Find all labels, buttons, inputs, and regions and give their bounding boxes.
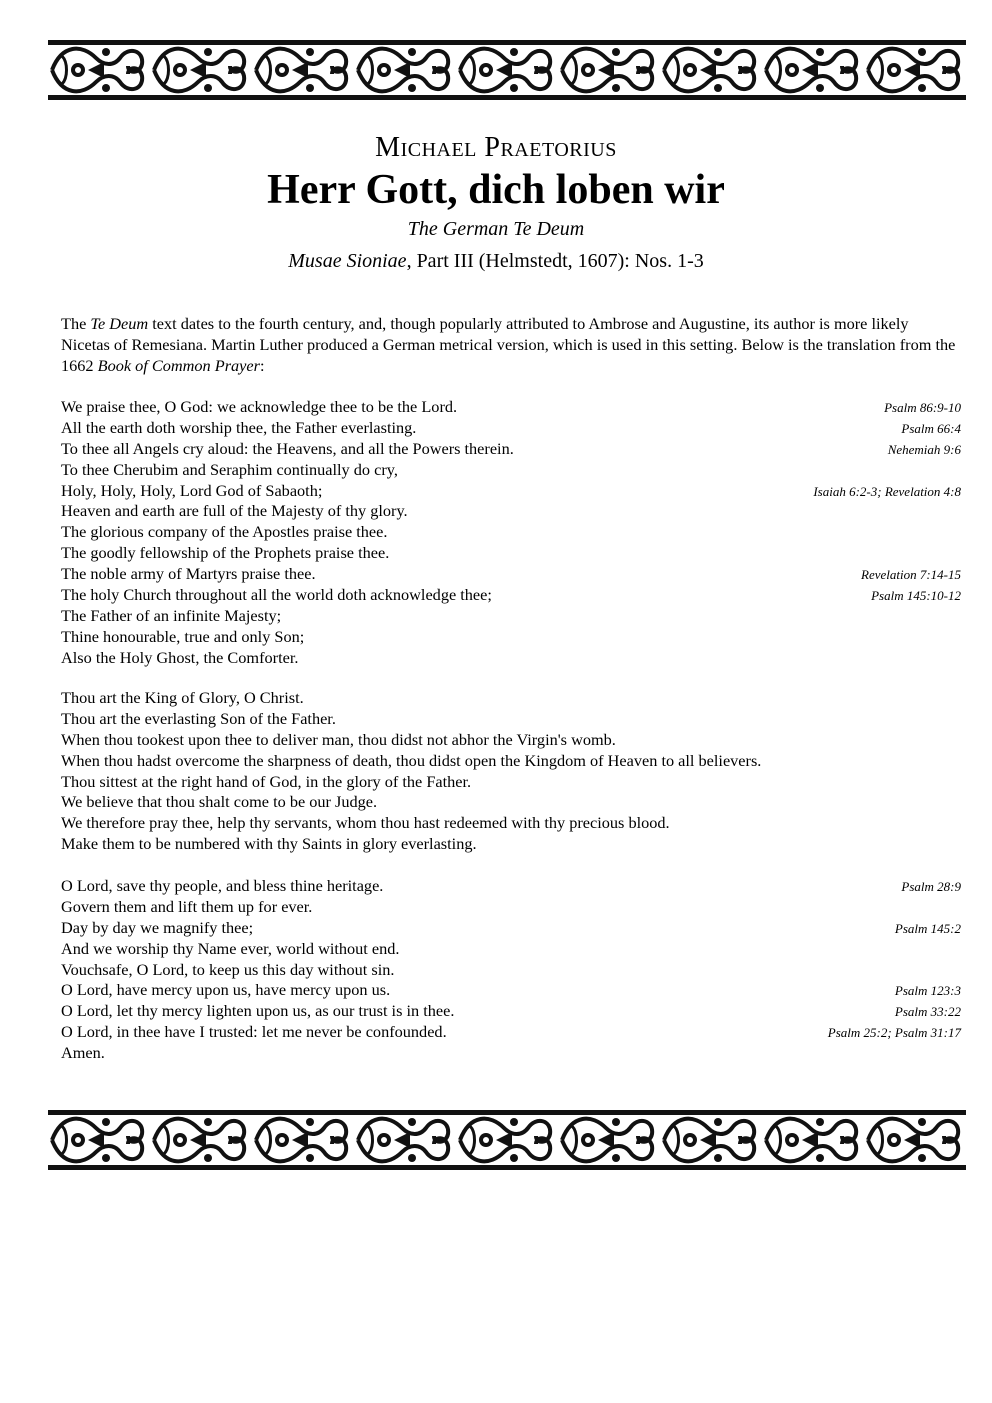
verse-line bbox=[61, 772, 961, 793]
source-title: Musae Sioniae bbox=[288, 250, 407, 272]
source-detail: , Part III (Helmstedt, 1607): Nos. 1-3 bbox=[406, 250, 704, 272]
verse-text: Thine honourable, true and only Son; bbox=[61, 626, 305, 646]
verse-text: Thou art the everlasting Son of the Father. bbox=[61, 708, 336, 728]
verse-text: Make them to be numbered with thy Saints in glory everlasting. bbox=[61, 834, 477, 854]
verse-line bbox=[61, 834, 961, 855]
verse-line bbox=[61, 813, 961, 834]
verse-line bbox=[61, 439, 961, 460]
verse-text: The noble army of Martyrs praise thee. bbox=[61, 564, 316, 584]
intro-paragraph bbox=[61, 314, 961, 376]
scripture-reference: Psalm 28:9 bbox=[901, 879, 961, 894]
scripture-reference: Psalm 145:2 bbox=[894, 920, 961, 936]
verse-line bbox=[61, 1043, 961, 1064]
scripture-reference: Nehemiah 9:6 bbox=[887, 441, 961, 457]
verse-text: Thou sittest at the right hand of God, in the glory of the Father. bbox=[61, 771, 472, 791]
scripture-reference: Psalm 33:22 bbox=[894, 1004, 961, 1020]
verse-text: Govern them and lift them up for ever. bbox=[61, 896, 313, 916]
verse-text: All the earth doth worship thee, the Father everlasting. bbox=[61, 417, 417, 437]
verse-text: O Lord, in thee have I trusted: let me never be confounded. bbox=[61, 1022, 447, 1042]
verse-text: O Lord, have mercy upon us, have mercy upon us. bbox=[61, 980, 391, 1000]
verse-line bbox=[61, 751, 961, 772]
ornamental-border-top bbox=[48, 38, 966, 102]
verse-line bbox=[61, 688, 961, 709]
scripture-reference: Psalm 25:2; Psalm 31:17 bbox=[827, 1025, 961, 1041]
verse-line bbox=[61, 585, 961, 606]
verse-line bbox=[61, 980, 961, 1001]
verse-line bbox=[61, 397, 961, 418]
stanza-1 bbox=[61, 397, 961, 669]
scripture-reference: Isaiah 6:2-3; Revelation 4:8 bbox=[813, 483, 961, 499]
verse-line bbox=[61, 876, 961, 897]
composer-name: Michael Praetorius bbox=[375, 132, 617, 163]
intro-book-title: Book of Common Prayer bbox=[97, 355, 260, 375]
verse-text: The Father of an infinite Majesty; bbox=[61, 605, 282, 625]
scripture-reference: Psalm 66:4 bbox=[901, 420, 961, 436]
verse-line bbox=[61, 730, 961, 751]
scripture-reference: Psalm 145:10-12 bbox=[871, 588, 961, 604]
scripture-reference: Psalm 123:3 bbox=[894, 983, 961, 999]
ornament-pattern bbox=[48, 1108, 966, 1172]
verse-line bbox=[61, 960, 961, 981]
verse-text: Amen. bbox=[61, 1043, 105, 1063]
verse-text: Also the Holy Ghost, the Comforter. bbox=[61, 647, 299, 667]
verse-line bbox=[61, 939, 961, 960]
stanza-3 bbox=[61, 876, 961, 1064]
verse-line bbox=[61, 648, 961, 669]
verse-text: The goodly fellowship of the Prophets praise thee. bbox=[61, 543, 390, 563]
verse-line bbox=[61, 897, 961, 918]
verse-line bbox=[61, 481, 961, 502]
stanza-2 bbox=[61, 688, 961, 855]
intro-text: : bbox=[259, 355, 265, 375]
verse-text: Heaven and earth are full of the Majesty of thy glory. bbox=[61, 501, 408, 521]
verse-text: Holy, Holy, Holy, Lord God of Sabaoth; bbox=[61, 480, 323, 500]
verse-text: We therefore pray thee, help thy servants, whom thou hast redeemed with thy precious blood. bbox=[61, 813, 670, 833]
scripture-reference: Revelation 7:14-15 bbox=[861, 567, 961, 583]
verse-line bbox=[61, 606, 961, 627]
verse-text: We believe that thou shalt come to be our Judge. bbox=[61, 792, 378, 812]
intro-text: The bbox=[61, 314, 91, 333]
verse-text: We praise thee, O God: we acknowledge thee to be the Lord. bbox=[61, 397, 458, 416]
verse-line bbox=[61, 1001, 961, 1022]
verse-text: Thou art the King of Glory, O Christ. bbox=[61, 688, 304, 707]
intro-te-deum: Te Deum bbox=[90, 314, 149, 333]
ornament-pattern bbox=[48, 38, 966, 102]
verse-text: To thee all Angels cry aloud: the Heavens, and all the Powers therein. bbox=[61, 438, 514, 458]
verse-text: Vouchsafe, O Lord, to keep us this day without sin. bbox=[61, 959, 395, 979]
verse-line bbox=[61, 460, 961, 481]
verse-text: The glorious company of the Apostles praise thee. bbox=[61, 522, 388, 542]
verse-text: O Lord, let thy mercy lighten upon us, as our trust is in thee. bbox=[61, 1001, 455, 1021]
verse-text: Day by day we magnify thee; bbox=[61, 917, 254, 937]
page-title: Herr Gott, dich loben wir bbox=[267, 167, 725, 213]
verse-text: O Lord, save thy people, and bless thine heritage. bbox=[61, 876, 384, 895]
source-line bbox=[0, 250, 992, 273]
verse-line bbox=[61, 1022, 961, 1043]
verse-text: To thee Cherubim and Seraphim continually do cry, bbox=[61, 459, 398, 479]
verse-line bbox=[61, 564, 961, 585]
verse-text: The holy Church throughout all the world doth acknowledge thee; bbox=[61, 585, 492, 605]
intro-text: text dates to the fourth century, and, though popularly attributed to Ambrose and Augustine, its author is more likely Nicetas of Remesiana. Martin Luther produced a German metrical version, which is used in this setting. Below is the translation from the 1662 bbox=[61, 314, 956, 375]
subtitle: The German Te Deum bbox=[407, 218, 585, 240]
verse-text: When thou tookest upon thee to deliver man, thou didst not abhor the Virgin's womb. bbox=[61, 729, 616, 749]
scripture-reference: Psalm 86:9-10 bbox=[884, 400, 961, 415]
verse-line bbox=[61, 792, 961, 813]
verse-text: When thou hadst overcome the sharpness of death, thou didst open the Kingdom of Heaven to all believers. bbox=[61, 750, 762, 770]
verse-line bbox=[61, 627, 961, 648]
ornamental-border-bottom bbox=[48, 1108, 966, 1172]
verse-line bbox=[61, 543, 961, 564]
verse-line bbox=[61, 522, 961, 543]
verse-line bbox=[61, 918, 961, 939]
verse-line bbox=[61, 709, 961, 730]
verse-line bbox=[61, 501, 961, 522]
verse-line bbox=[61, 418, 961, 439]
verse-text: And we worship thy Name ever, world without end. bbox=[61, 938, 400, 958]
